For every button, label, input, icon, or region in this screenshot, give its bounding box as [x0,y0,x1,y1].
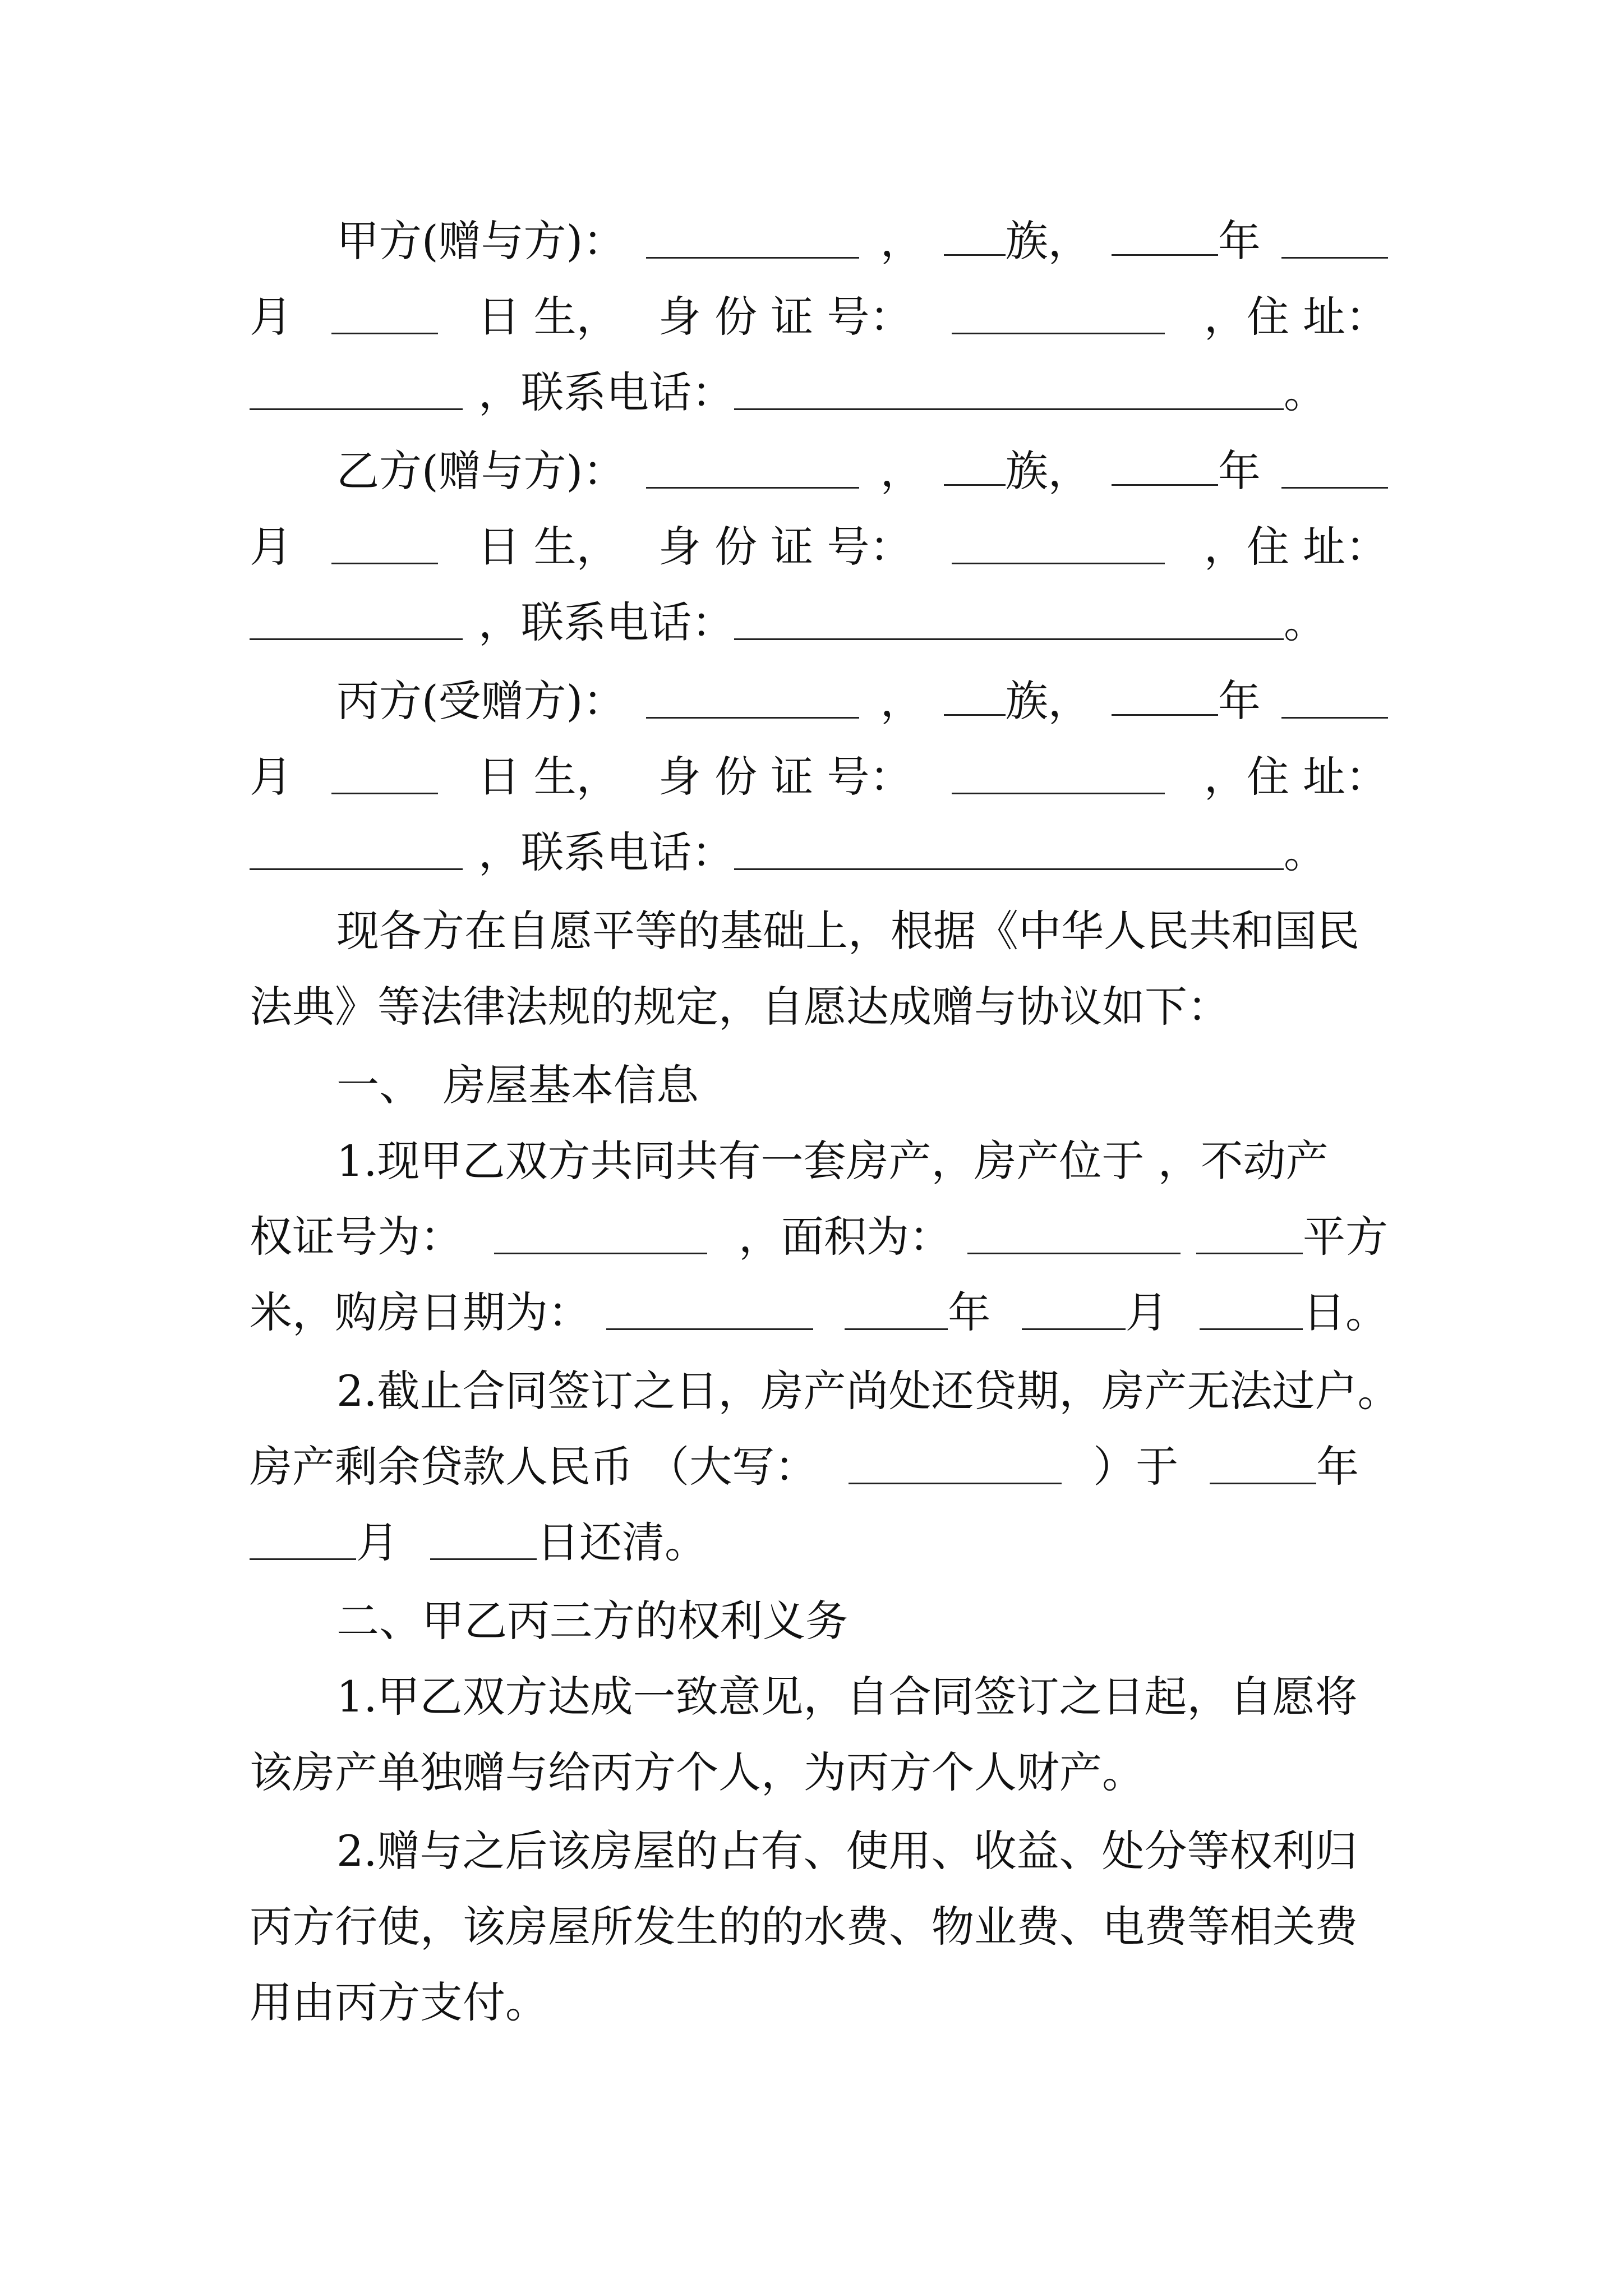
party-c-address-blank [250,836,463,870]
section-2-item-2-text-1: 2.赠与之后该房屋的占有、使用、收益、处分等权利归 [336,1826,1358,1876]
party-c-born-label: 日 生， [477,752,619,802]
party-b-phone-label: ，联系电话： [478,597,734,647]
section-1-item-1-text: 1.现甲乙双方共同共有一套房产，房产位于 ，不动产 [336,1136,1329,1186]
purchase-day-blank [1200,1296,1303,1330]
party-c-label: 丙方(受赠方)： [336,676,626,726]
loan-close-label: ）于 [1093,1442,1179,1492]
party-a-phone-label: ，联系电话： [478,367,734,417]
party-c-nation-blank [944,682,1006,716]
intro-line-1 [336,898,1388,965]
section-1-item-2-line-3 [250,1509,1388,1576]
section-2-item-2-text-3: 用由丙方支付。 [250,1977,548,2027]
section-1-item-2-line-1 [336,1358,1400,1425]
party-c-line-2 [250,743,1388,811]
section-2-title: 二、甲乙丙三方的权利义务 [336,1596,848,1646]
party-a-day-blank [331,300,438,334]
party-b-month-blank [1281,454,1388,489]
party-c-year-label: 年 [1218,676,1261,726]
party-b-id-label: 身 份 证 号： [658,522,912,572]
section-2-item-1-text-1: 1.甲乙双方达成一致意见，自合同签订之日起，自愿将 [336,1672,1358,1722]
party-a-nation-label: 族， [1005,216,1091,266]
party-a-name-blank [646,224,859,259]
party-c-day-blank [331,760,438,794]
party-b-address-label: ，住 址： [1204,522,1388,572]
area-label: ，面积为： [739,1212,952,1262]
purchase-month-blank [1022,1296,1125,1330]
loan-day-label: 日还清。 [537,1517,707,1567]
party-a-line-2 [250,283,1388,351]
square-label: 平方 [1303,1212,1388,1262]
party-a-end: 。 [1284,367,1326,417]
section-1-title: 一、 房屋基本信息 [336,1060,699,1110]
party-c-name-blank [646,684,859,719]
party-a-month-blank [1281,224,1388,259]
party-a-address-blank [250,376,463,410]
certificate-label: 权证号为： [250,1212,463,1262]
loan-month-blank [250,1526,356,1560]
party-b-nation-label: 族， [1005,446,1091,496]
section-2-item-2-line-1 [336,1818,1388,1885]
section-1-item-2-line-2 [250,1433,1388,1501]
purchase-year-blank [845,1296,948,1330]
section-1-item-2-text: 2.截止合同签订之日，房产尚处还贷期，房产无法过户。 [336,1366,1400,1416]
purchase-month-label: 月 [1125,1287,1168,1337]
party-b-id-blank [952,530,1165,564]
section-2-item-2-text-2: 丙方行使，该房屋所发生的的水费、物业费、电费等相关费 [250,1902,1358,1952]
purchase-date-label: 米，购房日期为： [250,1287,591,1337]
intro-text-2: 法典》等法律法规的规定，自愿达成赠与协议如下： [250,982,1230,1032]
party-b-born-label: 日 生， [477,522,619,572]
party-b-nation-blank [944,452,1006,486]
area-blank-1 [967,1220,1181,1254]
loan-label: 房产剩余贷款人民币 （大写： [250,1442,818,1492]
party-a-month-label: 月 [250,292,292,342]
loan-day-blank [430,1526,537,1560]
purchase-day-label: 日。 [1303,1287,1389,1337]
section-2-item-1-text-2: 该房产单独赠与给丙方个人，为丙方个人财产。 [250,1747,1145,1797]
section-2-item-2-line-2 [250,1893,1388,1961]
party-a-nation-blank [944,222,1006,256]
section-1-item-1-line-3 [250,1279,1388,1346]
party-b-year-label: 年 [1218,446,1261,496]
loan-amount-blank [849,1450,1062,1484]
comma: ， [880,446,923,496]
party-b-name-blank [646,454,859,489]
party-c-month-label: 月 [250,752,292,802]
party-b-year-blank [1112,452,1218,486]
party-b-line-2 [250,513,1388,581]
party-b-label: 乙方(赠与方)： [336,446,626,496]
party-c-line-1 [336,668,1388,735]
party-b-line-1 [336,438,1388,505]
party-a-line-1 [336,208,1388,275]
comma: ， [880,216,923,266]
loan-year-blank [1210,1450,1316,1484]
area-blank-2 [1196,1220,1303,1254]
party-a-address-label: ，住 址： [1204,292,1388,342]
party-c-id-blank [952,760,1165,794]
party-a-label: 甲方(赠与方)： [336,216,626,266]
party-b-end: 。 [1284,597,1326,647]
section-1-item-1-line-1 [336,1128,1388,1195]
section-2-item-1-line-2 [250,1739,1388,1806]
party-c-phone-label: ，联系电话： [478,827,734,877]
party-a-year-blank [1112,222,1218,256]
party-b-day-blank [331,530,438,564]
section-2-item-1-line-1 [336,1663,1388,1731]
party-c-month-blank [1281,684,1388,719]
loan-month-label: 月 [356,1517,399,1567]
party-a-id-label: 身 份 证 号： [658,292,912,342]
section-2-item-2-line-3 [250,1969,1388,2036]
party-b-line-3 [250,589,1388,656]
party-b-address-blank [250,606,463,640]
purchase-year-label: 年 [948,1287,991,1337]
section-2-heading [336,1588,1388,1655]
party-a-phone-blank [734,376,1284,410]
intro-text-1: 现各方在自愿平等的基础上，根据《中华人民共和国民 [336,906,1359,956]
party-c-nation-label: 族， [1005,676,1091,726]
section-1-item-1-line-2 [250,1203,1388,1271]
purchase-date-blank [606,1296,813,1330]
party-c-end: 。 [1284,827,1326,877]
party-a-id-blank [952,300,1165,334]
comma: ， [880,676,923,726]
certificate-blank [494,1220,707,1254]
intro-line-2 [250,973,1388,1041]
loan-year-label: 年 [1316,1442,1359,1492]
party-b-phone-blank [734,606,1284,640]
party-a-born-label: 日 生， [477,292,619,342]
party-a-line-3 [250,359,1388,426]
party-c-address-label: ，住 址： [1204,752,1388,802]
party-a-year-label: 年 [1218,216,1261,266]
party-c-year-blank [1112,682,1218,716]
section-1-heading [336,1052,1388,1119]
party-c-line-3 [250,819,1388,886]
party-c-id-label: 身 份 证 号： [658,752,912,802]
party-c-phone-blank [734,836,1284,870]
party-b-month-label: 月 [250,522,292,572]
